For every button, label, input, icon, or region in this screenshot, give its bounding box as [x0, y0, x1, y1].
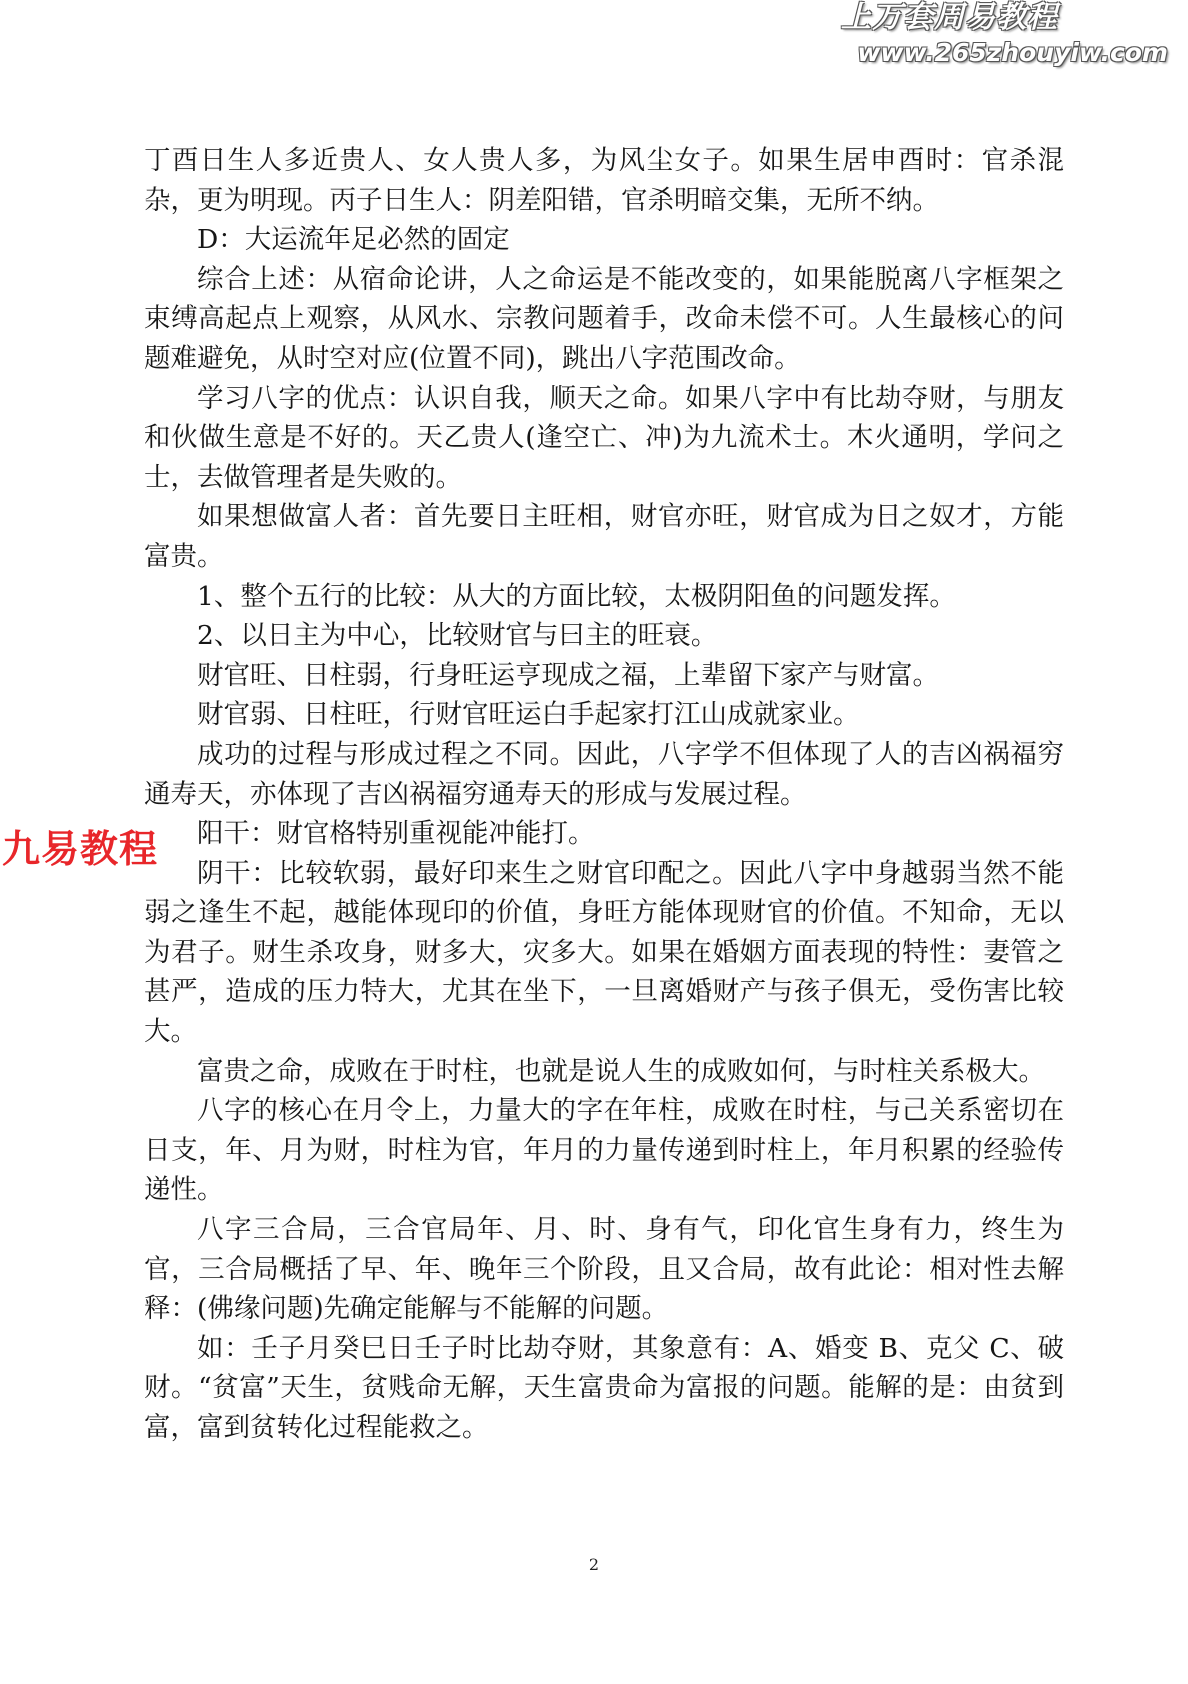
paragraph: 财官弱、日柱旺，行财官旺运白手起家打江山成就家业。 [197, 699, 860, 731]
side-watermark: 九易教程 [2, 827, 159, 871]
paragraph: 富贵之命，成败在于时柱，也就是说人生的成败如何，与时柱关系极大。 [197, 1055, 1045, 1087]
paragraph: 1、整个五行的比较：从大的方面比较，太极阴阳鱼的问题发挥。 [197, 580, 956, 612]
watermark-title: 上万套周易教程 [841, 0, 1058, 35]
paragraph: 八字三合局，三合官局年、月、时、身有气，印化官生身有力，终生为官，三合局概括了早、年、晚年三个阶段，且又合局，故有此论：相对性去解释：(佛缘问题)先确定能解与不能解的问题。 [144, 1214, 1064, 1325]
paragraph: 如果想做富人者：首先要日主旺相，财官亦旺，财官成为日之奴才，方能富贵。 [144, 501, 1064, 572]
paragraph: 丁酉日生人多近贵人、女人贵人多，为风尘女子。如果生居申酉时：官杀混杂，更为明现。丙子日生人：阴差阳错，官杀明暗交集，无所不纳。 [144, 145, 1064, 216]
paragraph: 阴干：比较软弱，最好印来生之财官印配之。因此八字中身越弱当然不能弱之逢生不起，越能体现印的价值，身旺方能体现财官的价值。不知命，无以为君子。财生杀攻身，财多大，灾多大。如果在婚姻方面表现的特性：妻管之甚严，造成的压力特大，尤其在坐下，一旦离婚财产与孩子俱无，受伤害比较大。 [144, 857, 1064, 1048]
paragraph: 成功的过程与形成过程之不同。因此，八字学不但体现了人的吉凶祸福穷通寿天，亦体现了吉凶祸福穷通寿天的形成与发展过程。 [144, 738, 1064, 810]
paragraph: 财官旺、日柱弱，行身旺运亨现成之福，上辈留下家产与财富。 [197, 659, 939, 691]
paragraph: 八字的核心在月令上，力量大的字在年柱，成败在时柱，与己关系密切在日支，年、月为财，时柱为官，年月的力量传递到时柱上，年月积累的经验传递性。 [144, 1095, 1064, 1206]
paragraph: 学习八字的优点：认识自我，顺天之命。如果八字中有比劫夺财，与朋友和伙做生意是不好的。天乙贵人(逢空亡、冲)为九流术士。木火通明，学问之士，去做管理者是失败的。 [144, 382, 1064, 493]
paragraph: 综合上述：从宿命论讲，人之命运是不能改变的，如果能脱离八字框架之束缚高起点上观察，从风水、宗教问题着手，改命未偿不可。人生最核心的问题难避免，从时空对应(位置不同)，跳出八字范围改命。 [144, 263, 1064, 374]
page-number: 2 [588, 1555, 600, 1574]
paragraph: 阳干：财官格特别重视能冲能打。 [197, 818, 595, 850]
site-watermark [841, 0, 1168, 70]
paragraph: D：大运流年足必然的固定 [197, 224, 510, 256]
document-body [144, 141, 1064, 1448]
paragraph: 如：壬子月癸巳日壬子时比劫夺财，其象意有：A、婚变 B、克父 C、破财。“贫富”天生，贫贱命无解，天生富贵命为富报的问题。能解的是：由贫到富，富到贫转化过程能救之。 [144, 1332, 1064, 1443]
watermark-url: www.265zhouyiw.com [857, 38, 1168, 67]
paragraph: 2、以日主为中心，比较财官与曰主的旺衰。 [197, 620, 718, 652]
